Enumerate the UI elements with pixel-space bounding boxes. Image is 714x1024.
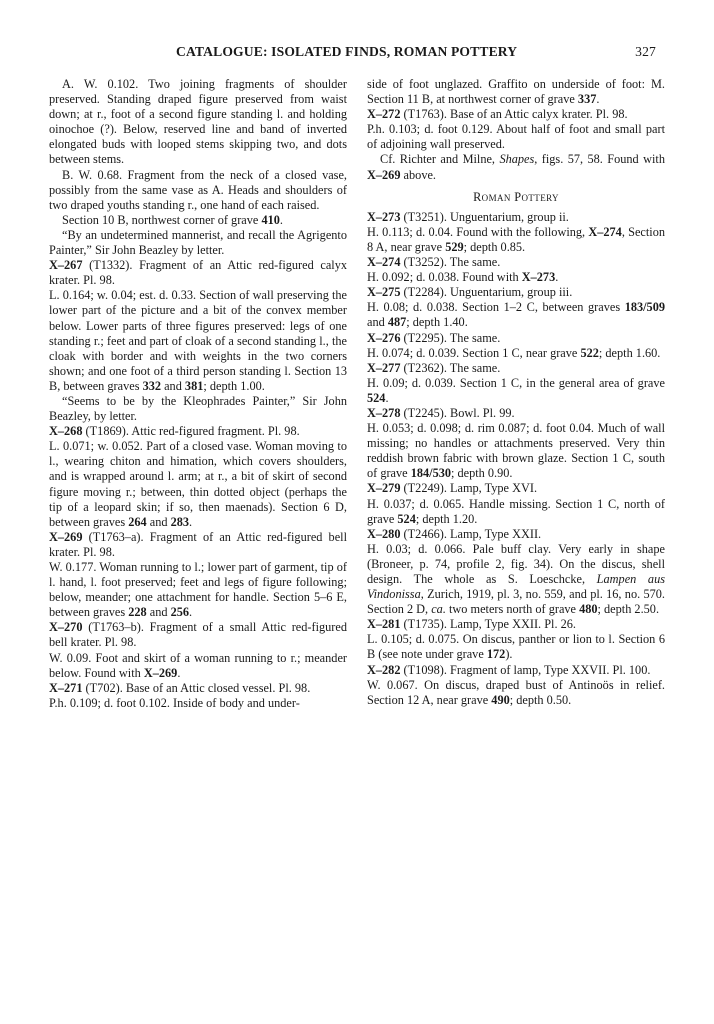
- entry-continuation: side of foot unglazed. Graffito on underside of foot: M. Section 11 B, at northwest corner of grave 337.: [367, 77, 665, 107]
- catalogue-entry-x271: X–271 (T702). Base of an Attic closed vessel. Pl. 98.: [49, 680, 311, 695]
- entry-id: X–275: [367, 285, 401, 300]
- catalogue-entry-x274: X–274 (T3252). The same.: [367, 255, 501, 270]
- catalogue-entry-x268: X–268 (T1869). Attic red-figured fragment. Pl. 98.: [49, 424, 300, 439]
- entry-fragment-b: B. W. 0.68. Fragment from the neck of a closed vase, possibly from the same vase as A. Heads and shoulders of two draped youths standing r., one hand of each raised.: [49, 167, 347, 212]
- entry-description: W. 0.067. On discus, draped bust of Antinoös in relief. Section 12 A, near grave 490; depth 0.50.: [367, 677, 665, 707]
- entry-id: X–273: [367, 209, 401, 224]
- left-column: [49, 77, 347, 711]
- entry-id: X–277: [367, 360, 401, 375]
- findspot-note: Section 10 B, northwest corner of grave 410.: [62, 212, 283, 227]
- catalogue-entry-x267: X–267 (T1332). Fragment of an Attic red-figured calyx krater. Pl. 98.: [49, 258, 347, 288]
- entry-description: H. 0.03; d. 0.066. Pale buff clay. Very early in shape (Broneer, p. 74, profile 2, fig. 34). On the discus, shell design. The whole as S. Loeschcke, Lampen aus Vindonissa, Zurich, 1919, pl. 3, no. 559, and pl. 16, no. 570. Section 2 D, ca. two meters north of grave 480; depth 2.50.: [367, 541, 665, 617]
- entry-id: X–276: [367, 330, 401, 345]
- entry-id: X–268: [49, 424, 83, 439]
- entry-id: X–280: [367, 526, 401, 541]
- running-header: [158, 44, 656, 62]
- entry-description: W. 0.09. Foot and skirt of a woman running to r.; meander below. Found with X–269.: [49, 650, 347, 680]
- catalogue-entry-x270: X–270 (T1763–b). Fragment of a small Attic red-figured bell krater. Pl. 98.: [49, 620, 347, 650]
- entry-description: P.h. 0.103; d. foot 0.129. About half of foot and small part of adjoining wall preserved.: [367, 122, 665, 152]
- entry-description: L. 0.071; w. 0.052. Part of a closed vase. Woman moving to l., wearing chiton and himation, which covers shoulders, and is wrapped around l. arm; at r., a bit of skirt of second figure moving r.; between, thin dotted object (perhaps the tip of a leopard skin; if so, then maenads). Section 6 D, between graves 264 and 283.: [49, 439, 347, 529]
- catalogue-entry-x281: X–281 (T1735). Lamp, Type XXII. Pl. 26.: [367, 617, 576, 632]
- entry-description: H. 0.113; d. 0.04. Found with the following, X–274, Section 8 A, near grave 529; depth 0.85.: [367, 224, 665, 254]
- entry-id: X–272: [367, 107, 401, 122]
- entry-id: X–279: [367, 481, 401, 496]
- catalogue-entry-x279: X–279 (T2249). Lamp, Type XVI.: [367, 481, 538, 496]
- entry-id: X–269: [49, 529, 83, 544]
- entry-description: L. 0.164; w. 0.04; est. d. 0.33. Section of wall preserving the lower part of the picture and a bit of the convex member below. Lower parts of three figures preserved: legs of one standing r.; feet and part of cloak of a second standing l., the cloak with border and with weights in the two corners shown; and one foot of a third person standing l. Section 13 B, between graves 332 and 381; depth 1.00.: [49, 288, 347, 393]
- entry-description: H. 0.037; d. 0.065. Handle missing. Section 1 C, north of grave 524; depth 1.20.: [367, 496, 665, 526]
- grave-ref: 410: [261, 212, 280, 227]
- catalogue-entry-x272: X–272 (T1763). Base of an Attic calyx krater. Pl. 98.: [367, 107, 628, 122]
- right-column: [367, 77, 665, 708]
- entry-id: X–271: [49, 680, 83, 695]
- catalogue-entry-x276: X–276 (T2295). The same.: [367, 330, 501, 345]
- entry-fragment-a: A. W. 0.102. Two joining fragments of shoulder preserved. Standing draped figure preserved from waist down; at r., foot of a second figure standing l. and holding oinochoe (?). Below, reserved line and band of inverted elongated buds with looped stems skipping two, and dots between stems.: [49, 77, 347, 167]
- attribution-quote: “By an undetermined mannerist, and recall the Agrigento Painter,” Sir John Beazley by letter.: [49, 227, 347, 258]
- entry-description: P.h. 0.109; d. foot 0.102. Inside of body and under-: [49, 695, 300, 710]
- page-number: 327: [635, 44, 656, 59]
- entry-id: X–278: [367, 405, 401, 420]
- entry-description: L. 0.105; d. 0.075. On discus, panther or lion to l. Section 6 B (see note under grave 172).: [367, 632, 665, 662]
- entry-description: W. 0.177. Woman running to l.; lower part of garment, tip of l. hand, l. foot preserved; feet and legs of figure following; below, meander; one attachment for handle. Section 5–6 E, between graves 228 and 256.: [49, 560, 347, 620]
- entry-description: H. 0.092; d. 0.038. Found with X–273.: [367, 270, 559, 285]
- section-heading: Roman Pottery: [473, 189, 559, 204]
- catalogue-entry-x277: X–277 (T2362). The same.: [367, 360, 501, 375]
- entry-description: H. 0.074; d. 0.039. Section 1 C, near grave 522; depth 1.60.: [367, 345, 661, 360]
- entry-id: X–270: [49, 620, 83, 635]
- entry-id: X–281: [367, 617, 401, 632]
- catalogue-entry-x275: X–275 (T2284). Unguentarium, group iii.: [367, 285, 573, 300]
- catalogue-entry-x280: X–280 (T2466). Lamp, Type XXII.: [367, 526, 542, 541]
- entry-description: H. 0.08; d. 0.038. Section 1–2 C, between graves 183/509 and 487; depth 1.40.: [367, 300, 665, 330]
- entry-id: X–282: [367, 662, 401, 677]
- catalogue-entry-x278: X–278 (T2245). Bowl. Pl. 99.: [367, 405, 515, 420]
- running-title: CATALOGUE: ISOLATED FINDS, ROMAN POTTERY: [176, 44, 518, 59]
- entry-description: H. 0.09; d. 0.039. Section 1 C, in the general area of grave 524.: [367, 375, 665, 405]
- entry-id: X–267: [49, 258, 83, 273]
- catalogue-entry-x269: X–269 (T1763–a). Fragment of an Attic red-figured bell krater. Pl. 98.: [49, 529, 347, 559]
- entry-id: X–274: [367, 255, 401, 270]
- attribution-quote: “Seems to be by the Kleophrades Painter,” Sir John Beazley, by letter.: [49, 393, 347, 424]
- catalogue-entry-x273: X–273 (T3251). Unguentarium, group ii.: [367, 209, 569, 224]
- comparison-note: Cf. Richter and Milne, Shapes, figs. 57, 58. Found with X–269 above.: [367, 152, 665, 182]
- entry-description: H. 0.053; d. 0.098; d. rim 0.087; d. foot 0.04. Much of wall missing; no handles or attachments preserved. Very thin reddish brown fabric with brown glaze. Section 1 C, south of grave 184/530; depth 0.90.: [367, 421, 665, 481]
- catalogue-entry-x282: X–282 (T1098). Fragment of lamp, Type XXVII. Pl. 100.: [367, 662, 651, 677]
